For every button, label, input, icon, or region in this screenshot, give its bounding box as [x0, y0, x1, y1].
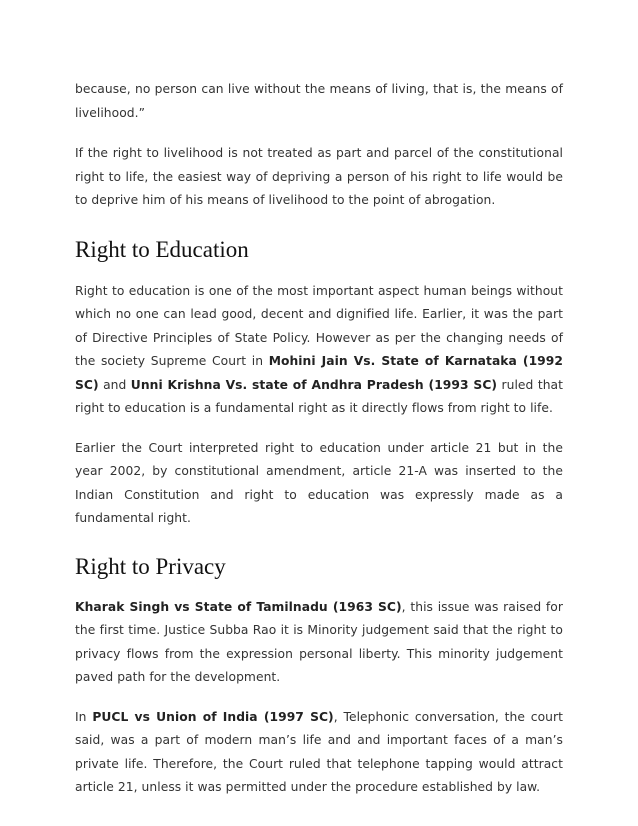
paragraph-education-amendment: [75, 437, 563, 531]
paragraph-education-intro: [75, 280, 563, 421]
paragraph-text: and: [98, 377, 131, 392]
case-citation-pucl: PUCL vs Union of India (1997 SC): [92, 709, 334, 724]
document-page: [75, 78, 563, 816]
case-citation-mohini-jain: Mohini Jain Vs. State of Karnataka (1992 SC): [75, 354, 563, 392]
paragraph-text: because, no person can live without the means of living, that is, the means of livelihood.”: [75, 82, 563, 120]
paragraph-text: If the right to livelihood is not treated as part and parcel of the constitutional right to life, the easiest way of depriving a person of his right to life would be to deprive him of his means of livelihood to the point of abrogation.: [75, 146, 563, 207]
paragraph-text: ruled that right to education is a fundamental right as it directly flows from right to life.: [75, 377, 563, 415]
paragraph-privacy-kharak-singh: [75, 596, 563, 690]
paragraph-text: , Telephonic conversation, the court said, was a part of modern man’s life and and important faces of a man’s private life. Therefore, the Court ruled that telephone tapping would attract article 21, unless it was permitted under the procedure established by law.: [75, 709, 563, 794]
paragraph-livelihood-right: [75, 142, 563, 213]
case-citation-unni-krishna: Unni Krishna Vs. state of Andhra Pradesh (1993 SC): [130, 377, 498, 392]
paragraph-text: Earlier the Court interpreted right to education under article 21 but in the year 2002, by constitutional amendment, article 21-A was inserted to the Indian Constitution and right to education was expressly made as a fundamental right.: [75, 440, 563, 525]
paragraph-text: In: [75, 709, 93, 724]
heading-right-to-education: Right to Education: [75, 236, 249, 262]
paragraph-privacy-pucl: [75, 706, 563, 800]
case-citation-kharak-singh: Kharak Singh vs State of Tamilnadu (1963 SC): [75, 599, 402, 614]
paragraph-livelihood-quote-end: [75, 78, 563, 125]
heading-right-to-privacy: Right to Privacy: [75, 553, 226, 579]
paragraph-text: Right to education is one of the most important aspect human beings without which no one can lead good, decent and dignified life. Earlier, it was the part of Directive Principles of State Policy. However as per the changing needs of the society Supreme Court in: [75, 283, 563, 368]
paragraph-text: , this issue was raised for the first time. Justice Subba Rao it is Minority judgement said that the right to privacy flows from the expression personal liberty. This minority judgement paved path for the development.: [75, 599, 563, 684]
